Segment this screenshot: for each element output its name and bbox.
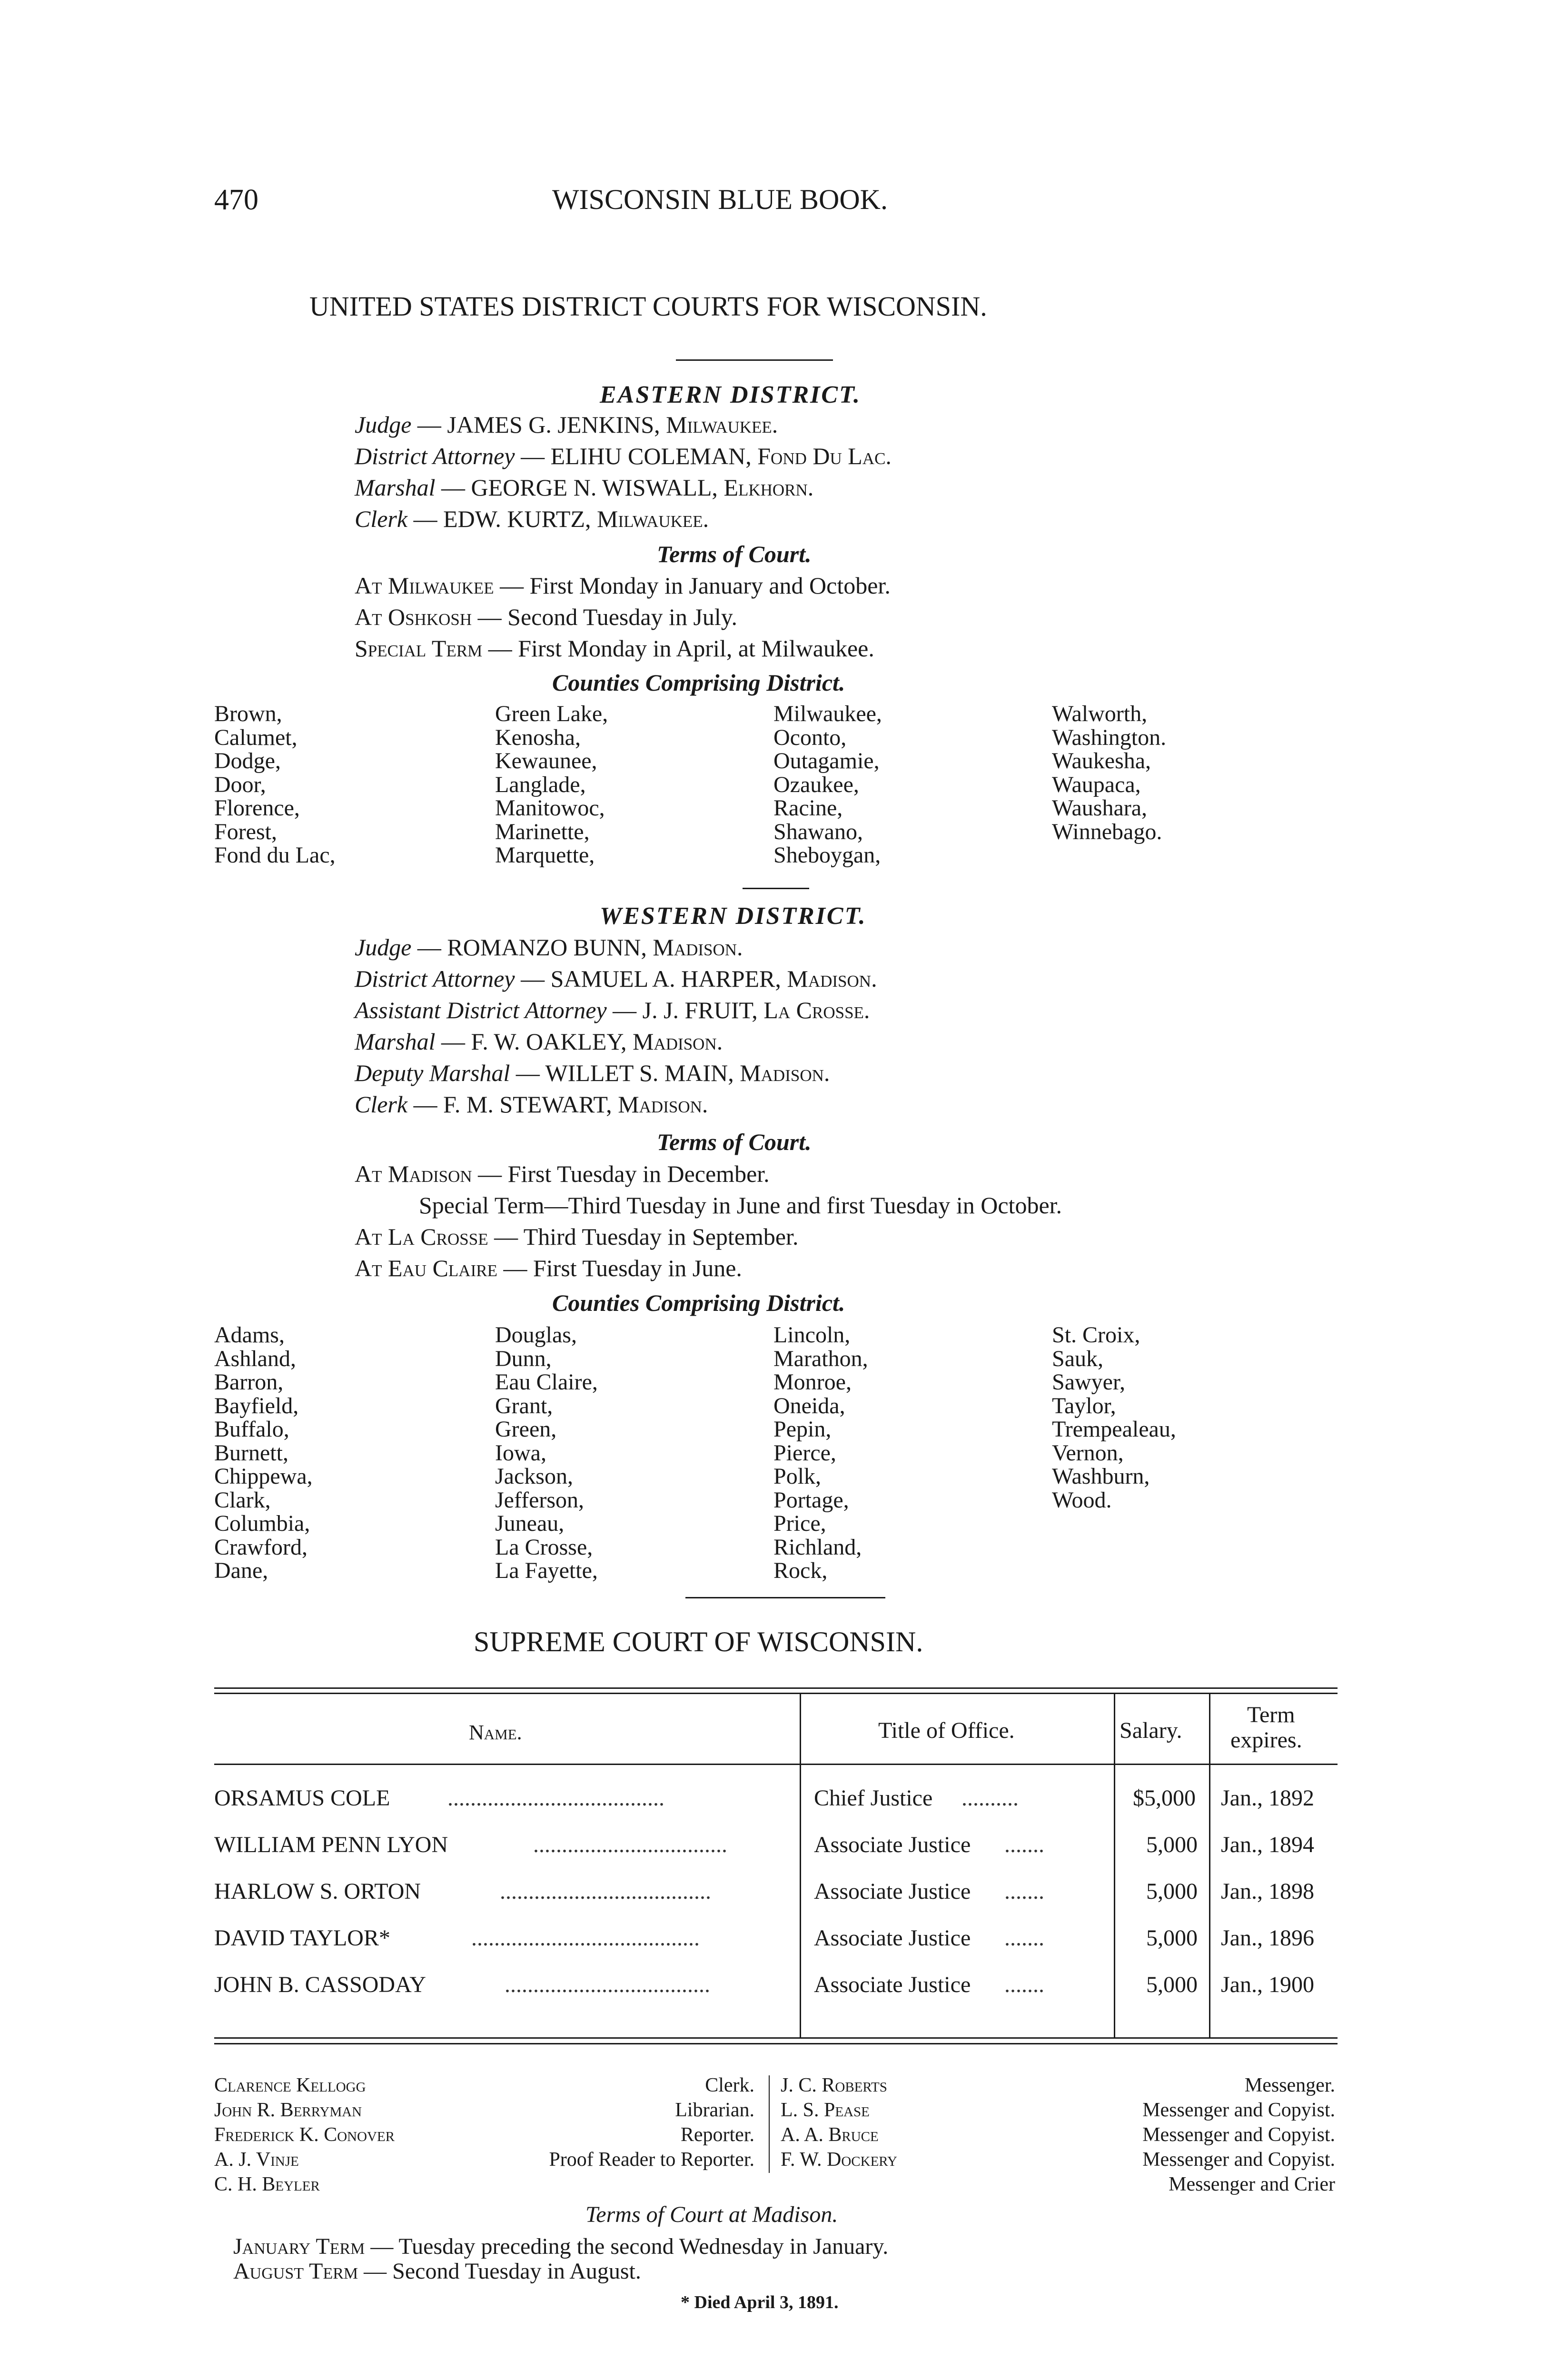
- officer-line: Deputy Marshal — WILLET S. MAIN, Madison.: [355, 1060, 830, 1086]
- officer-line: Marshal — GEORGE N. WISWALL, Elkhorn.: [355, 474, 814, 501]
- term-cell: Jan., 1892: [1221, 1785, 1314, 1811]
- leader-dots: .......: [1004, 1879, 1044, 1904]
- column-divider: [1209, 1694, 1210, 2037]
- term-line: Special Term—Third Tuesday in June and first Tuesday in October.: [419, 1192, 1062, 1219]
- footnote: * Died April 3, 1891.: [681, 2292, 839, 2312]
- terms-heading: Terms of Court.: [657, 541, 812, 567]
- table-top-rule: [214, 1693, 1338, 1694]
- staff-entry: A. A. Bruce Messenger and Copyist.: [781, 2124, 1335, 2146]
- office-cell: Associate Justice: [814, 1832, 971, 1857]
- officer-line: Clerk — EDW. KURTZ, Milwaukee.: [355, 506, 709, 532]
- page-number: 470: [214, 184, 258, 216]
- staff-entry: Clarence Kellogg Clerk.: [214, 2074, 754, 2096]
- leader-dots: ..................................: [533, 1832, 727, 1857]
- column-divider: [800, 1694, 801, 2037]
- table-header-rule: [214, 1764, 1338, 1765]
- column-header: Salary.: [1120, 1718, 1182, 1743]
- name-cell: JOHN B. CASSODAY: [214, 1972, 426, 1997]
- term-line: At La Crosse — Third Tuesday in September.: [355, 1223, 799, 1250]
- county-column: Adams, Ashland, Barron, Bayfield, Buffalo, Burnett, Chippewa, Clark, Columbia, Crawford, Dane,: [214, 1322, 313, 1583]
- table-bottom-rule: [214, 2043, 1338, 2044]
- term-line: Special Term — First Monday in April, at Milwaukee.: [355, 635, 874, 662]
- leader-dots: ........................................: [471, 1925, 700, 1951]
- column-divider: [769, 2075, 770, 2173]
- officer-line: Assistant District Attorney — J. J. FRUIT, La Crosse.: [355, 997, 870, 1023]
- leader-dots: .......: [1004, 1925, 1044, 1951]
- staff-entry: C. H. Beyler Messenger and Crier: [214, 2173, 1335, 2195]
- counties-heading: Counties Comprising District.: [552, 669, 845, 696]
- term-cell: Jan., 1896: [1221, 1925, 1314, 1951]
- term-line: August Term — Second Tuesday in August.: [233, 2259, 641, 2284]
- staff-entry: John R. Berryman Librarian.: [214, 2099, 754, 2121]
- name-cell: WILLIAM PENN LYON: [214, 1832, 448, 1857]
- terms-heading: Terms of Court at Madison.: [585, 2202, 838, 2227]
- staff-entry: L. S. Pease Messenger and Copyist.: [781, 2099, 1335, 2121]
- office-cell: Associate Justice: [814, 1879, 971, 1904]
- officer-line: Judge — JAMES G. JENKINS, Milwaukee.: [355, 411, 778, 438]
- term-line: At Oshkosh — Second Tuesday in July.: [355, 604, 738, 630]
- term-line: At Milwaukee — First Monday in January and October.: [355, 572, 891, 599]
- term-line: At Madison — First Tuesday in December.: [355, 1160, 770, 1187]
- terms-heading: Terms of Court.: [657, 1129, 812, 1155]
- term-cell: Jan., 1894: [1221, 1832, 1314, 1857]
- term-line: At Eau Claire — First Tuesday in June.: [355, 1255, 742, 1281]
- staff-entry: F. W. Dockery Messenger and Copyist.: [781, 2149, 1335, 2171]
- officer-line: Judge — ROMANZO BUNN, Madison.: [355, 934, 743, 961]
- leader-dots: ......................................: [447, 1785, 664, 1811]
- term-cell: Jan., 1898: [1221, 1879, 1314, 1904]
- office-cell: Associate Justice: [814, 1972, 971, 1997]
- eastern-heading: EASTERN DISTRICT.: [600, 381, 862, 408]
- leader-dots: .......: [1004, 1972, 1044, 1997]
- term-cell: Jan., 1900: [1221, 1972, 1314, 1997]
- leader-dots: ..........: [961, 1785, 1019, 1811]
- leader-dots: ....................................: [505, 1972, 710, 1997]
- column-header: Term: [1247, 1702, 1295, 1727]
- section-title: SUPREME COURT OF WISCONSIN.: [474, 1626, 923, 1657]
- salary-cell: $5,000: [1133, 1785, 1196, 1811]
- county-column: Green Lake, Kenosha, Kewaunee, Langlade, Manitowoc, Marinette, Marquette,: [495, 701, 608, 868]
- divider: [676, 359, 833, 361]
- salary-cell: 5,000: [1146, 1972, 1198, 1997]
- leader-dots: .......: [1004, 1832, 1044, 1857]
- name-cell: DAVID TAYLOR*: [214, 1925, 390, 1951]
- staff-entry: A. J. Vinje Proof Reader to Reporter.: [214, 2149, 754, 2171]
- term-line: January Term — Tuesday preceding the second Wednesday in January.: [233, 2234, 889, 2259]
- name-cell: HARLOW S. ORTON: [214, 1879, 421, 1904]
- column-header: Title of Office.: [878, 1718, 1015, 1743]
- column-header: Name.: [469, 1721, 522, 1744]
- county-column: Douglas, Dunn, Eau Claire, Grant, Green, Iowa, Jackson, Jefferson, Juneau, La Crosse, La Fayette,: [495, 1322, 598, 1583]
- table-top-rule: [214, 1687, 1338, 1689]
- officer-line: District Attorney — ELIHU COLEMAN, Fond Du Lac.: [355, 443, 892, 469]
- office-cell: Chief Justice: [814, 1785, 933, 1811]
- county-column: Walworth, Washington. Waukesha, Waupaca, Waushara, Winnebago.: [1052, 701, 1167, 844]
- officer-line: District Attorney — SAMUEL A. HARPER, Madison.: [355, 965, 877, 992]
- counties-heading: Counties Comprising District.: [552, 1289, 845, 1316]
- name-cell: ORSAMUS COLE: [214, 1785, 390, 1811]
- leader-dots: .....................................: [500, 1879, 711, 1904]
- staff-entry: J. C. Roberts Messenger.: [781, 2074, 1335, 2096]
- officer-line: Clerk — F. M. STEWART, Madison.: [355, 1091, 708, 1118]
- county-column: Lincoln, Marathon, Monroe, Oneida, Pepin, Pierce, Polk, Portage, Price, Richland, Rock,: [773, 1322, 868, 1583]
- running-head: WISCONSIN BLUE BOOK.: [552, 184, 888, 215]
- western-heading: WESTERN DISTRICT.: [600, 902, 867, 930]
- office-cell: Associate Justice: [814, 1925, 971, 1951]
- county-column: Brown, Calumet, Dodge, Door, Florence, Forest, Fond du Lac,: [214, 701, 336, 868]
- salary-cell: 5,000: [1146, 1832, 1198, 1857]
- officer-line: Marshal — F. W. OAKLEY, Madison.: [355, 1028, 723, 1055]
- table-bottom-rule: [214, 2037, 1338, 2039]
- staff-entry: Frederick K. Conover Reporter.: [214, 2124, 754, 2146]
- salary-cell: 5,000: [1146, 1879, 1198, 1904]
- divider: [743, 888, 809, 889]
- page-title: UNITED STATES DISTRICT COURTS FOR WISCONSIN.: [309, 291, 987, 322]
- divider: [685, 1597, 885, 1598]
- salary-cell: 5,000: [1146, 1925, 1198, 1951]
- column-header: expires.: [1230, 1727, 1302, 1753]
- county-column: St. Croix, Sauk, Sawyer, Taylor, Trempealeau, Vernon, Washburn, Wood.: [1052, 1322, 1176, 1513]
- county-column: Milwaukee, Oconto, Outagamie, Ozaukee, Racine, Shawano, Sheboygan,: [773, 701, 882, 868]
- column-divider: [1114, 1694, 1115, 2037]
